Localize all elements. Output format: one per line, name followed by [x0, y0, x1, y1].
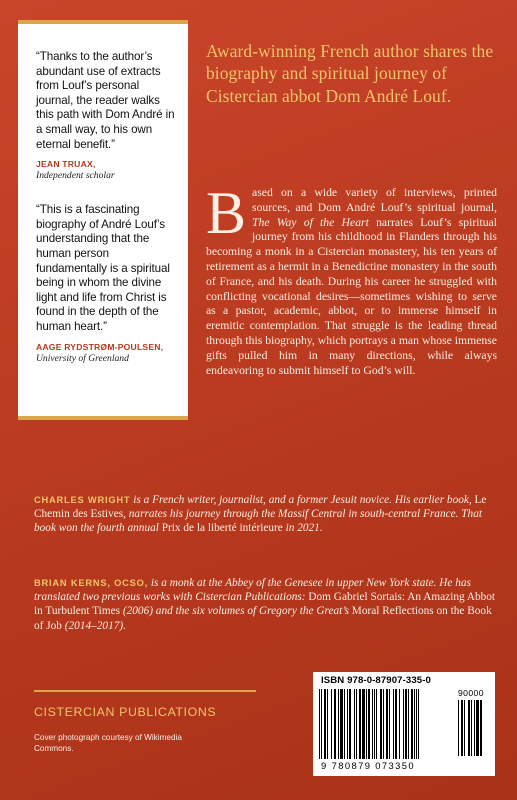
endorsement-quote: “This is a fascinating biography of André Louf’s understanding that the human person fundamentally is a spiritual being in whom the divine light and life from Christ is found in the depth of the human heart.” [36, 203, 170, 333]
book-description [206, 180, 497, 378]
bio-book-title: Moral Reflections on the Book of Job [34, 605, 492, 632]
endorser-affiliation: Independent scholar [36, 170, 115, 182]
endorser-name: JEAN TRUAX, [36, 159, 96, 170]
price-barcode-icon [458, 700, 486, 758]
photo-credit: Cover photograph courtesy of Wikimedia Commons. [34, 733, 182, 753]
endorsement-quote: “Thanks to the author’s abundant use of extracts from Louf’s personal journal, the reader walks this path with Dom André in a small way, to his own eternal benefit.” [36, 50, 175, 151]
bio-book-title: Dom Gabriel Sortais: An Amazing Abbot in Turbulent Times [34, 591, 496, 618]
drop-cap: B [206, 180, 247, 246]
bio-text: (2014–2017). [61, 619, 126, 632]
description-text: ased on a wide variety of interviews, printed sources, and Dom André Louf’s spiritual journal, [252, 186, 497, 214]
isbn-barcode [313, 672, 495, 776]
isbn-label: ISBN 978-0-87907-335-0 [321, 675, 431, 686]
endorsements-panel [18, 20, 188, 420]
headline: Award-winning French author shares the biography and spiritual journey of Cistercian abbot Dom André Louf. [206, 41, 494, 106]
divider [34, 690, 256, 692]
book-title: The Way of the Heart [252, 215, 369, 229]
bio-text: is a French writer, journalist, and a former Jesuit novice. His earlier book, [130, 494, 475, 506]
bio-award: Prix de la liberté intérieure [161, 522, 283, 535]
translator-name: BRIAN KERNS, OCSO, [34, 578, 149, 588]
publisher-name: CISTERCIAN PUBLICATIONS [34, 705, 217, 719]
barcode-number: 9 780879 073350 [321, 760, 415, 771]
author-name: CHARLES WRIGHT [34, 495, 131, 505]
barcode-bars-icon [319, 689, 451, 761]
bio-text: (2006) and the six volumes of Gregory the Great’s [120, 605, 352, 618]
price-code: 90000 [458, 688, 484, 698]
translator-bio [34, 576, 497, 633]
description-text: narrates Louf’s spiritual journey from his childhood in Flanders through his becoming a monk in a Cistercian monastery, his ten years of retirement as a hermit in a Benedictine monastery in the south of France, and his death. During his career he struggled with conflicting vocational desires—sometimes wishing to serve as a pastor, academic, abbot, or to immerse himself in eremitic contemplation. That struggle is the leading thread through this biography, which portrays a man whose immense gifts pulled him in many directions, while always endeavoring to submit himself to God’s will. [206, 215, 497, 377]
author-bio [34, 493, 497, 536]
bio-text: in 2021. [282, 522, 323, 535]
endorser-name: AAGE RYDSTRØM-POULSEN, [36, 341, 164, 352]
bio-text: , narrates his journey through the Massif Central in south-central France. That book won the fourth annual [34, 508, 482, 535]
endorser-affiliation: University of Greenland [36, 352, 129, 364]
bio-book-title: Le Chemin des Estives [34, 494, 487, 521]
bio-text: is a monk at the Abbey of the Genesee in upper New York state. He has translated two previous works with Cistercian Publications: [34, 577, 471, 604]
